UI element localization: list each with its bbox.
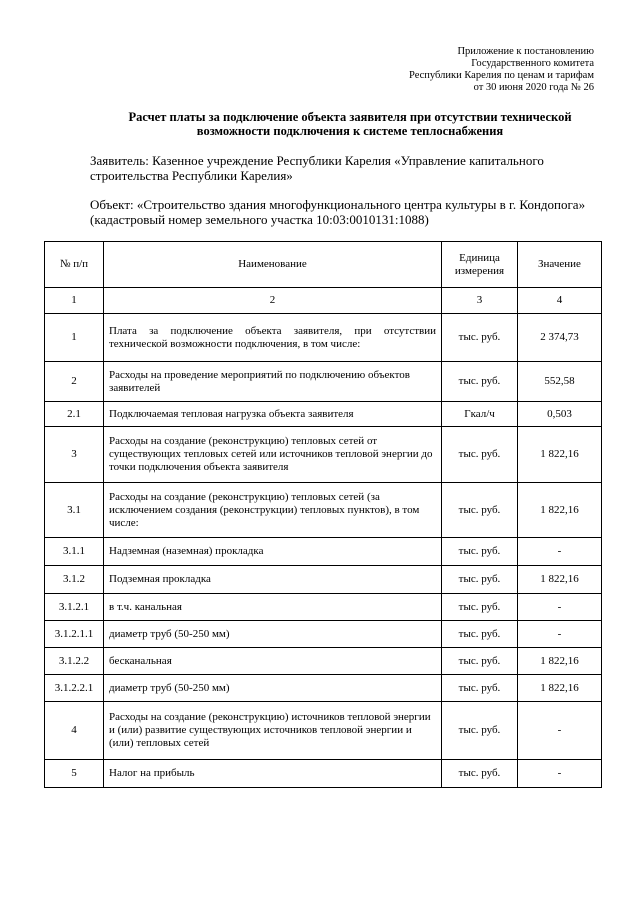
row-number: 3.1.2 <box>45 566 104 594</box>
index-cell: 3 <box>442 288 518 314</box>
index-cell: 2 <box>104 288 442 314</box>
table-row <box>45 538 602 566</box>
title-line: возможности подключения к системе теплоснабжения <box>196 124 504 138</box>
index-cell: 1 <box>45 288 104 314</box>
title-line: Расчет платы за подключение объекта заявителя при отсутствии технической <box>128 110 572 124</box>
row-value: 1 822,16 <box>518 566 602 594</box>
table-row <box>45 675 602 702</box>
row-unit: тыс. руб. <box>442 675 518 702</box>
row-number: 3.1.2.2 <box>45 648 104 675</box>
row-unit: тыс. руб. <box>442 483 518 538</box>
row-unit: тыс. руб. <box>442 538 518 566</box>
table-row <box>45 427 602 483</box>
row-unit: тыс. руб. <box>442 621 518 648</box>
row-name: бесканальная <box>104 648 442 675</box>
table-row <box>45 648 602 675</box>
row-unit: тыс. руб. <box>442 427 518 483</box>
row-name: Расходы на проведение мероприятий по подключению объектов заявителей <box>104 362 442 402</box>
table-row <box>45 566 602 594</box>
appendix-line: Государственного комитета <box>471 58 594 69</box>
table-row <box>45 362 602 402</box>
row-name: Расходы на создание (реконструкцию) тепловых сетей от существующих тепловых сетей или источников тепловой энергии до точки подключения объекта заявителя <box>104 427 442 483</box>
row-name: Налог на прибыль <box>104 760 442 788</box>
appendix-line: Приложение к постановлению <box>457 46 594 57</box>
row-name: Плата за подключение объекта заявителя, при отсутствии технической возможности подключения, в том числе: <box>104 314 442 362</box>
appendix-line: от 30 июня 2020 года № 26 <box>473 82 594 93</box>
row-value: 1 822,16 <box>518 483 602 538</box>
row-name: Надземная (наземная) прокладка <box>104 538 442 566</box>
table-header-row <box>45 242 602 288</box>
row-name: диаметр труб (50-250 мм) <box>104 675 442 702</box>
row-value: 1 822,16 <box>518 675 602 702</box>
appendix-note <box>409 46 594 94</box>
row-unit: тыс. руб. <box>442 314 518 362</box>
appendix-line: Республики Карелия по ценам и тарифам <box>409 70 594 81</box>
object-text: Объект: «Строительство здания многофункционального центра культуры в г. Кондопога» (кадастровый номер земельного участка 10:03:0010131:1088) <box>90 197 586 227</box>
row-unit: тыс. руб. <box>442 648 518 675</box>
row-number: 3.1.2.2.1 <box>45 675 104 702</box>
row-value: 1 822,16 <box>518 648 602 675</box>
row-unit: Гкал/ч <box>442 402 518 427</box>
row-number: 3 <box>45 427 104 483</box>
row-number: 3.1.2.1 <box>45 594 104 621</box>
header-name: Наименование <box>104 242 442 288</box>
header-value: Значение <box>518 242 602 288</box>
table-row <box>45 621 602 648</box>
row-name: Подземная прокладка <box>104 566 442 594</box>
calculation-table <box>44 241 602 788</box>
row-value: - <box>518 702 602 760</box>
row-name: в т.ч. канальная <box>104 594 442 621</box>
row-value: - <box>518 538 602 566</box>
row-value: - <box>518 621 602 648</box>
table-row <box>45 402 602 427</box>
row-name: диаметр труб (50-250 мм) <box>104 621 442 648</box>
row-value: 552,58 <box>518 362 602 402</box>
row-name: Расходы на создание (реконструкцию) тепловых сетей (за исключением создания (реконструкции) тепловых пунктов), в том числе: <box>104 483 442 538</box>
row-number: 3.1 <box>45 483 104 538</box>
index-cell: 4 <box>518 288 602 314</box>
row-unit: тыс. руб. <box>442 760 518 788</box>
row-unit: тыс. руб. <box>442 594 518 621</box>
row-name: Расходы на создание (реконструкцию) источников тепловой энергии и (или) развитие существующих источников тепловой энергии и (или) тепловых сетей <box>104 702 442 760</box>
table-row <box>45 760 602 788</box>
row-unit: тыс. руб. <box>442 362 518 402</box>
row-unit: тыс. руб. <box>442 702 518 760</box>
row-number: 1 <box>45 314 104 362</box>
row-number: 4 <box>45 702 104 760</box>
row-value: 1 822,16 <box>518 427 602 483</box>
row-value: 2 374,73 <box>518 314 602 362</box>
row-number: 3.1.2.1.1 <box>45 621 104 648</box>
header-unit: Единица измерения <box>442 242 518 288</box>
table-row <box>45 483 602 538</box>
table-row <box>45 702 602 760</box>
row-number: 2 <box>45 362 104 402</box>
row-value: - <box>518 760 602 788</box>
applicant-text: Заявитель: Казенное учреждение Республики Карелия «Управление капитального строительства Республики Карелия» <box>90 153 544 183</box>
row-value: 0,503 <box>518 402 602 427</box>
row-name: Подключаемая тепловая нагрузка объекта заявителя <box>104 402 442 427</box>
table-row <box>45 594 602 621</box>
header-number: № п/п <box>45 242 104 288</box>
row-number: 2.1 <box>45 402 104 427</box>
table-index-row <box>45 288 602 314</box>
table-row <box>45 314 602 362</box>
row-unit: тыс. руб. <box>442 566 518 594</box>
document-title <box>90 110 610 138</box>
row-value: - <box>518 594 602 621</box>
row-number: 5 <box>45 760 104 788</box>
row-number: 3.1.1 <box>45 538 104 566</box>
